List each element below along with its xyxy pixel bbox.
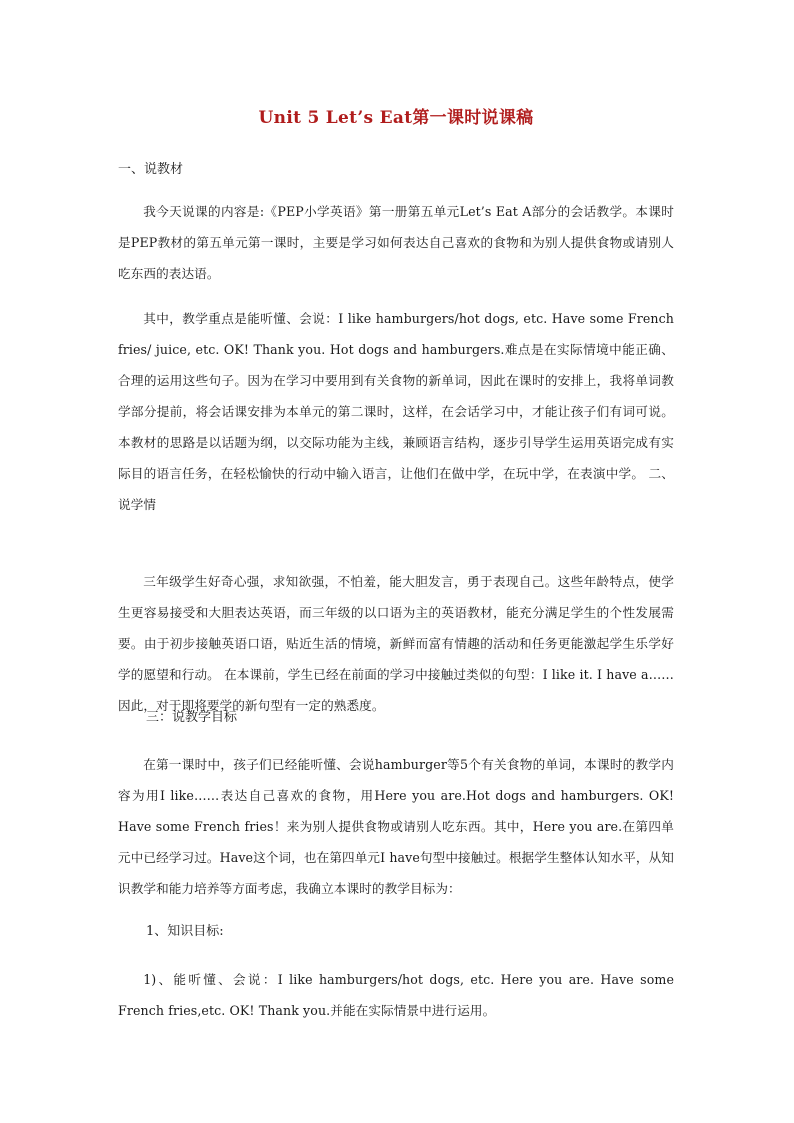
paragraph-learner-analysis: 三年级学生好奇心强，求知欲强，不怕羞，能大胆发言，勇于表现自己。这些年龄特点，使学生更容易接受和大胆表达英语，而三年级的以口语为主的英语教材，能充分满足学生的个性发展需要。由于初步接触英语口语，贴近生活的情境，新鲜而富有情趣的活动和任务更能激起学生乐学好学的愿望和行动。 在本课前，学生已经在前面的学习中接触过类似的句型：I like it. I have a…… 因此，对于即将要学的新句型有一定的熟悉度。 xyxy=(118,574,674,713)
document-title: Unit 5 Let’s Eat第一课时说课稿 xyxy=(258,108,534,128)
section-heading-textbook: 一、说教材 xyxy=(118,162,184,177)
section-heading-objectives: 三：说教学目标 xyxy=(146,710,238,725)
paragraph-objectives: 在第一课时中，孩子们已经能听懂、会说hamburger等5个有关食物的单词，本课时的教学内容为用I like……表达自己喜欢的食物，用Here you are.Hot dogs and hamburgers. OK! Have some French fries！来为别人提供食物或请别人吃东西。其中，Here you are.在第四单元中已经学习过。Have这个词，也在第四单元I have句型中接触过。根据学生整体认知水平，从知识教学和能力培养等方面考虑，我确立本课时的教学目标为： xyxy=(118,757,674,896)
paragraph-key-points: 其中，教学重点是能听懂、会说：I like hamburgers/hot dogs, etc. Have some French fries/ juice, etc. OK! Thank you. Hot dogs and hamburgers.难点是在实际情境中能正确、合理的运用这些句子。因为在学习中要用到有关食物的新单词，因此在课时的安排上，我将单词教学部分提前，将会话课安排为本单元的第二课时，这样，在会话学习中，才能让孩子们有词可说。本教材的思路是以话题为纲，以交际功能为主线，兼顾语言结构，逐步引导学生运用英语完成有实际目的语言任务，在轻松愉快的行动中输入语言，让他们在做中学，在玩中学，在表演中学。 二、说学情 xyxy=(118,311,674,512)
subheading-knowledge-goals: 1、知识目标: xyxy=(146,924,224,939)
paragraph-intro: 我今天说课的内容是:《PEP小学英语》第一册第五单元Let’s Eat A部分的会话教学。本课时是PEP教材的第五单元第一课时，主要是学习如何表达自己喜欢的食物和为别人提供食物或请别人吃东西的表达语。 xyxy=(118,204,674,281)
paragraph-knowledge-goal-1: 1)、能听懂、会说：I like hamburgers/hot dogs, etc. Here you are. Have some French fries,etc. OK! Thank you.并能在实际情景中进行运用。 xyxy=(118,972,674,1018)
